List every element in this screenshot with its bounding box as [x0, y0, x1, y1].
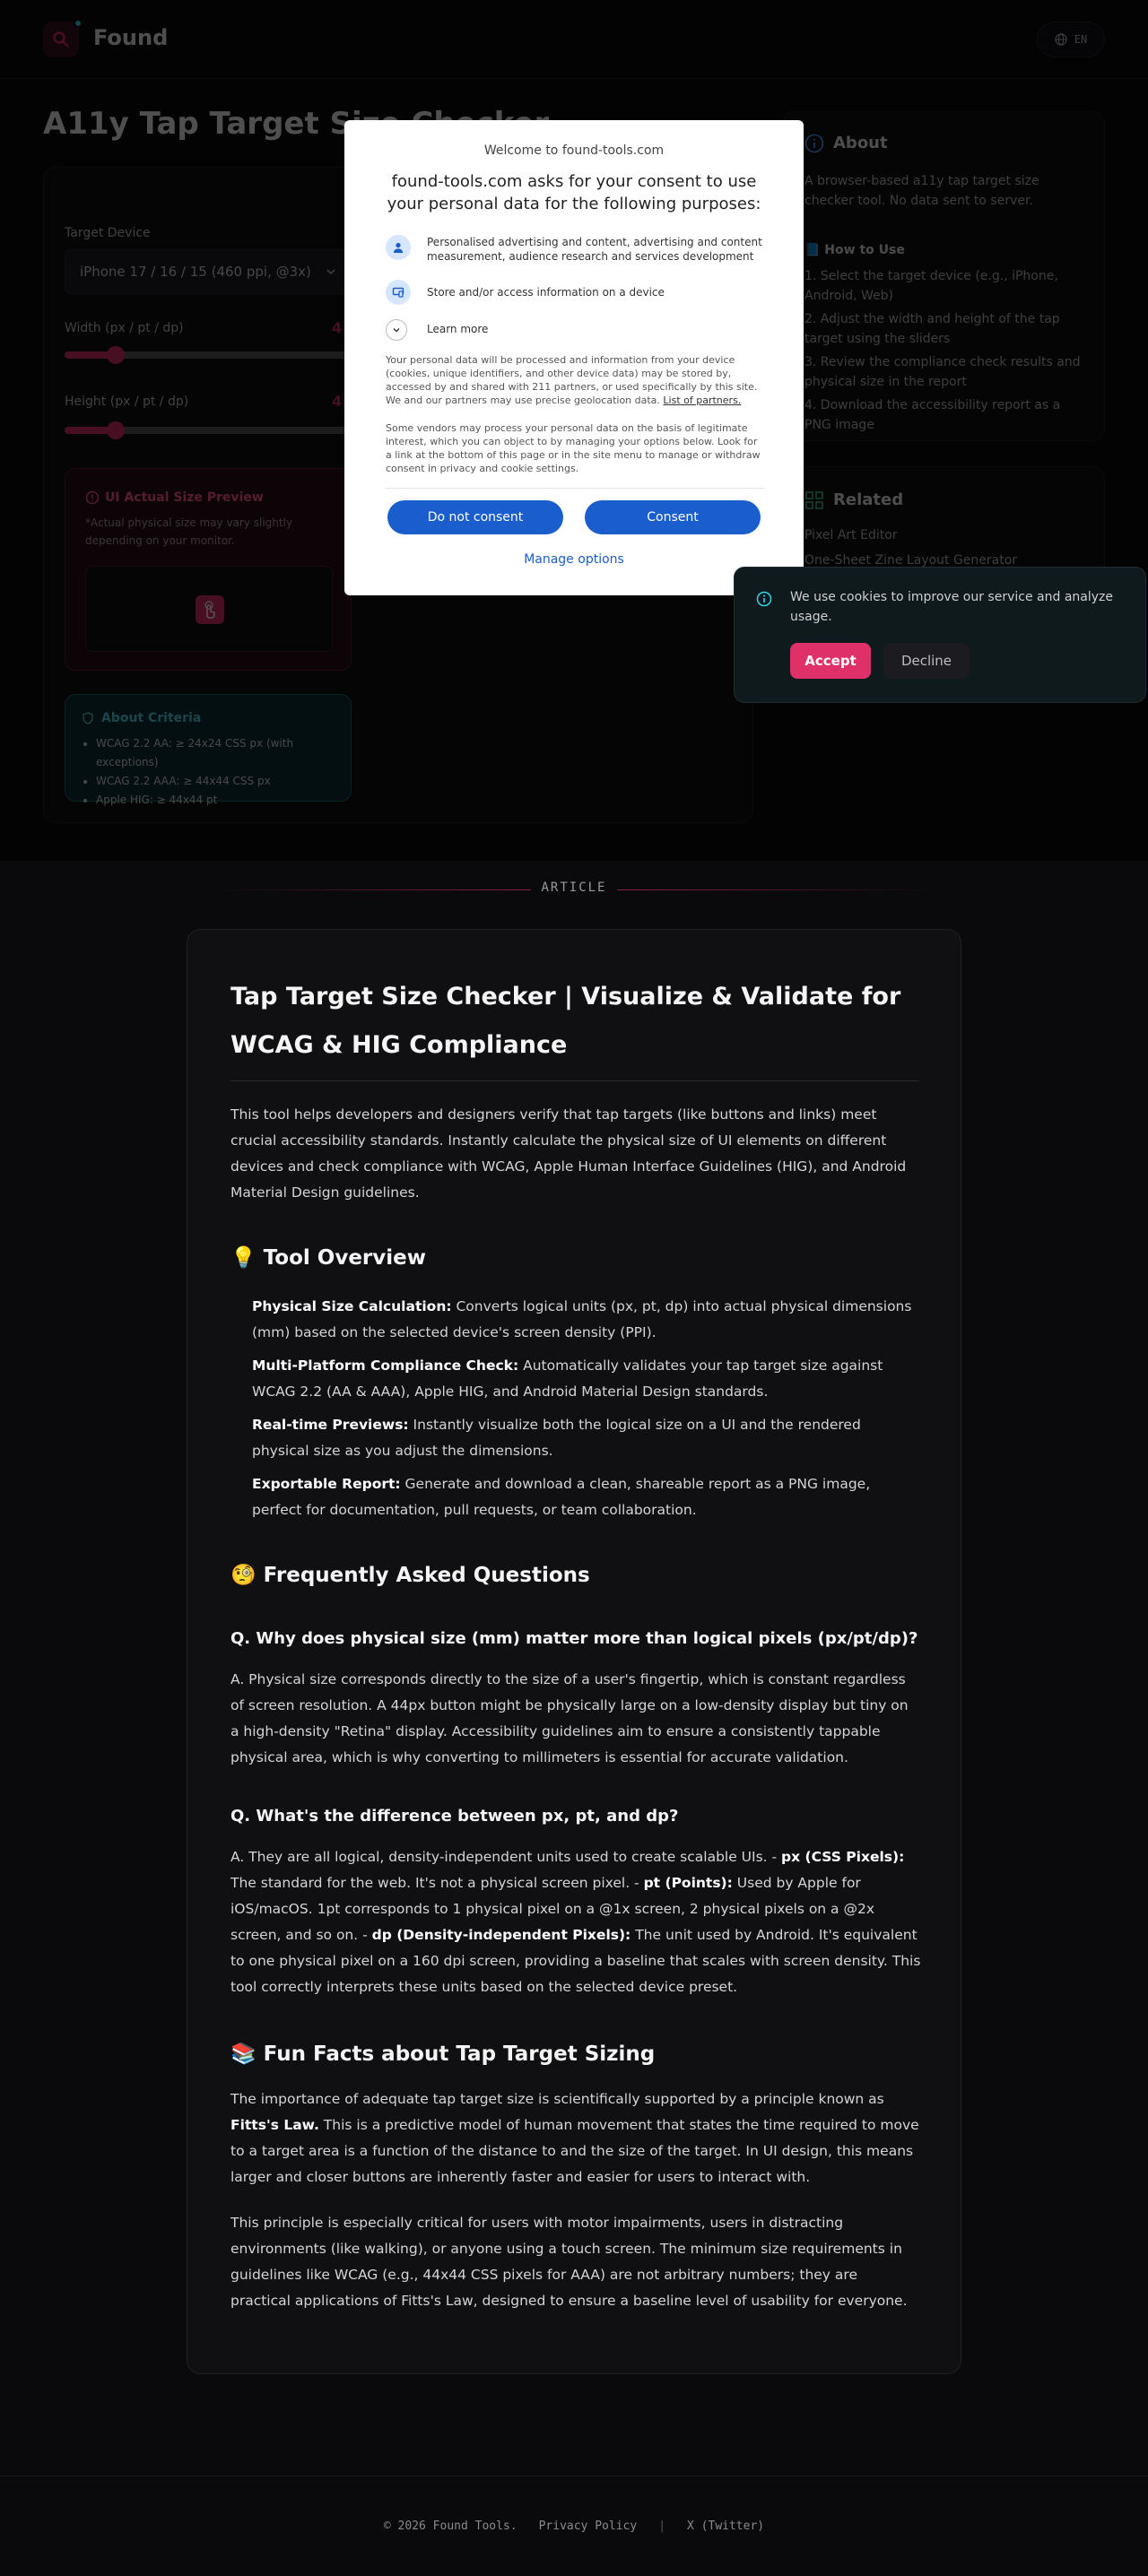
article-label: ARTICLE	[541, 880, 607, 895]
overview-item	[252, 1412, 921, 1464]
overview-heading: 💡 Tool Overview	[230, 1246, 426, 1270]
faq-answer-1: A. Physical size corresponds directly to the size of a user's fingertip, which is constant regardless of screen resolution. A 44px button might be physically large on a low-density display but tiny on a high-density "Retina" display. Accessibility guidelines aim to ensure a consistently tappable physical area, which is why converting to millimeters is essential for accurate validation.	[230, 1671, 909, 1765]
fun-fact-2: This principle is especially critical for users with motor impairments, users in distracting environments (like walking), or anyone using a touch screen. The minimum size requirements in guidelines like WCAG (e.g., 44x44 CSS pixels for AAA) are not arbitrary numbers; they are practical applications of Fitts's Law, designed to ensure a baseline level of usability for everyone.	[230, 2215, 908, 2309]
decline-cookies-button[interactable]: Decline	[883, 643, 970, 679]
overview-item	[252, 1294, 921, 1346]
consent-button[interactable]: Consent	[585, 500, 761, 534]
footer-separator: |	[658, 2520, 666, 2533]
faq-heading: 🧐 Frequently Asked Questions	[230, 1564, 590, 1587]
fun-fact-1	[230, 2086, 921, 2190]
faq-answer-2	[230, 1844, 921, 2000]
device-icon	[386, 280, 411, 305]
overview-term: Exportable Report:	[252, 1476, 401, 1492]
overview-item	[252, 1353, 921, 1405]
answer-text: The standard for the web. It's not a physical screen pixel. -	[230, 1875, 644, 1891]
consent-welcome: Welcome to found-tools.com	[483, 143, 665, 158]
overview-term: Real-time Previews:	[252, 1417, 409, 1433]
answer-text: The unit used by Android. It's equivalent to one physical pixel on a 160 dpi screen, providing a baseline that scales with screen density. This tool correctly interprets these units based on the selected device preset.	[230, 1927, 921, 1995]
purpose-ads-text: Personalised advertising and content, advertising and content measurement, audience research and services development	[427, 236, 762, 263]
answer-term-dp: dp (Density-independent Pixels):	[371, 1927, 631, 1943]
manage-options-link[interactable]: Manage options	[524, 552, 624, 567]
modal-divider	[386, 488, 764, 489]
copyright: © 2026 Found Tools.	[383, 2520, 517, 2533]
cookie-text: We use cookies to improve our service and analyze usage.	[790, 590, 1113, 624]
consent-body-2: Some vendors may process your personal data on the basis of legitimate interest, which you can object to by managing your options below. Look for a link at the bottom of this page or in the site menu to manage or withdraw consent in privacy and cookie settings.	[386, 422, 761, 474]
partners-link[interactable]: List of partners.	[663, 395, 742, 406]
overview-term: Physical Size Calculation:	[252, 1298, 452, 1314]
overview-desc: Automatically validates your tap target size against WCAG 2.2 (AA & AAA), Apple HIG, and Android Material Design standards.	[252, 1357, 883, 1400]
answer-term-px: px (CSS Pixels):	[781, 1849, 905, 1865]
consent-dialog	[344, 120, 804, 595]
article-title-rule	[230, 1080, 919, 1081]
user-icon	[386, 235, 411, 260]
twitter-link[interactable]: X (Twitter)	[687, 2520, 765, 2533]
learn-more-label: Learn more	[427, 323, 489, 335]
fun-fact-text: The importance of adequate tap target size is scientifically supported by a principle known as	[230, 2091, 884, 2107]
answer-text: Used by Apple for iOS/macOS. 1pt corresponds to 1 physical pixel on a @1x screen, 2 physical pixels on a @2x screen, and so on. -	[230, 1875, 875, 1943]
chevron-down-icon	[386, 319, 407, 341]
faq-question-2: Q. What's the difference between px, pt, and dp?	[230, 1807, 679, 1826]
faq-question-1: Q. Why does physical size (mm) matter more than logical pixels (px/pt/dp)?	[230, 1629, 918, 1648]
article-title: Tap Target Size Checker | Visualize & Validate for WCAG & HIG Compliance	[230, 983, 901, 1059]
cookie-banner	[734, 567, 1146, 703]
overview-term: Multi-Platform Compliance Check:	[252, 1357, 519, 1374]
consent-body-1	[386, 353, 764, 407]
overview-desc: Generate and download a clean, shareable report as a PNG image, perfect for documentation, pull requests, or team collaboration.	[252, 1476, 871, 1518]
answer-text: A. They are all logical, density-independent units used to create scalable UIs. -	[230, 1849, 782, 1865]
overview-item	[252, 1471, 921, 1523]
answer-term-pt: pt (Points):	[643, 1875, 733, 1891]
article-intro: This tool helps developers and designers verify that tap targets (like buttons and links) meet crucial accessibility standards. Instantly calculate the physical size of UI elements on different devices and check compliance with WCAG, Apple Human Interface Guidelines (HIG), and Android Material Design guidelines.	[230, 1106, 907, 1201]
privacy-policy-link[interactable]: Privacy Policy	[538, 2520, 638, 2533]
do-not-consent-button[interactable]: Do not consent	[387, 500, 563, 534]
fun-facts-heading: 📚 Fun Facts about Tap Target Sizing	[230, 2043, 656, 2066]
info-icon	[756, 591, 772, 607]
consent-body-1-text: Your personal data will be processed and information from your device (cookies, unique identifiers, and other device data) may be stored by, accessed by and shared with 211 partners, or used specifically by this site. We and our partners may use precise geolocation data.	[386, 354, 758, 406]
fun-fact-text: This is a predictive model of human movement that states the time required to move to a target area is a function of the distance to and the size of the target. In UI design, this means larger and closer buttons are inherently faster and easier for users to interact with.	[230, 2117, 919, 2185]
article-card	[187, 929, 961, 2374]
fitts-law-term: Fitts's Law.	[230, 2117, 319, 2133]
consent-headline: found-tools.com asks for your consent to use your personal data for the following purposes:	[387, 172, 761, 213]
overview-desc: Instantly visualize both the logical size on a UI and the rendered physical size as you adjust the dimensions.	[252, 1417, 861, 1459]
purpose-storage-text: Store and/or access information on a device	[427, 286, 665, 299]
overview-desc: Converts logical units (px, pt, dp) into actual physical dimensions (mm) based on the selected device's screen density (PPI).	[252, 1298, 912, 1340]
site-footer	[0, 2476, 1148, 2576]
accept-cookies-button[interactable]: Accept	[790, 643, 871, 679]
